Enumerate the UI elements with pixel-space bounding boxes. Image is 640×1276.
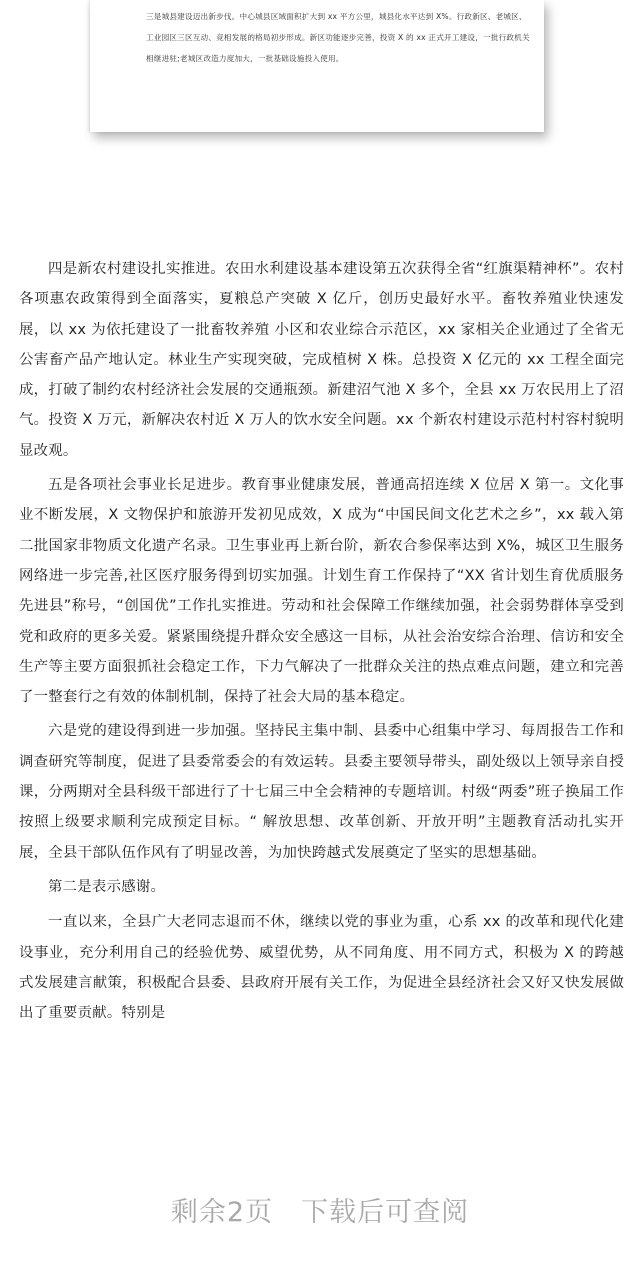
paragraph-veteran-cadres: 一直以来，全县广大老同志退而不休，继续以党的事业为重，心系 xx 的改革和现代化建设事业，充分利用自己的经验优势、威望优势，从不同角度、用不同方式，积极为 X 的跨越式发展建言献策，积极配合县委、县政府开展有关工作，为促进全县经济社会又好又快发展做出了重要贡献。特别是 xyxy=(19,914,624,1022)
remaining-pages-label[interactable]: 剩余2页 xyxy=(170,1197,274,1228)
document-page-preview xyxy=(90,0,544,132)
download-prompt[interactable] xyxy=(0,1190,640,1229)
download-hint-label[interactable]: 下载后可查阅 xyxy=(301,1197,470,1228)
document-body xyxy=(19,254,624,1032)
paragraph-social-undertakings: 五是各项社会事业长足进步。教育事业健康发展，普通高招连续 X 位居 X 第一。文化事业不断发展，X 文物保护和旅游开发初见成效，X 成为“中国民间文化艺术之乡”，xx 载入第二批国家非物质文化遗产名录。卫生事业再上新台阶，新农合参保率达到 X%，城区卫生服务网络进一步完善,社区医疗服务得到切实加强。计划生育工作保持了“XX 省计划生育优质服务先进县”称号，“创国优”工作扎实推进。劳动和社会保障工作继续加强，社会弱势群体享受到党和政府的更多关爱。紧紧围绕提升群众安全感这一目标，从社会治安综合治理、信访和安全生产等主要方面狠抓社会稳定工作，下力气解决了一批群众关注的热点难点问题，建立和完善了一整套行之有效的体制机制，保持了社会大局的基本稳定。 xyxy=(19,477,624,706)
preview-page-text: 三是城县建设迈出新步伐。中心城县区域面积扩大到 xx 平方公里，城县化水平达到 X%。行政新区、老城区、工业园区三区互动、竞相发展的格局初步形成。新区功能逐步完善，投资 X 的 xx 正式开工建设，一批行政机关相继进驻;老城区改造力度加大，一批基础设施投入使用。 xyxy=(146,12,530,63)
paragraph-rural-construction: 四是新农村建设扎实推进。农田水利建设基本建设第五次获得全省“红旗渠精神杯”。农村各项惠农政策得到全面落实，夏粮总产突破 X 亿斤，创历史最好水平。畜牧养殖业快速发展，以 xx 为依托建设了一批畜牧养殖 小区和农业综合示范区，xx 家相关企业通过了全省无公害畜产品产地认定。林业生产实现突破，完成植树 X 株。总投资 X 亿元的 xx 工程全面完成，打破了制约农村经济社会发展的交通瓶颈。新建沼气池 X 多个，全县 xx 万农民用上了沼气。投资 X 万元，新解决农村近 X 万人的饮水安全问题。xx 个新农村建设示范村村容村貌明显改观。 xyxy=(19,261,624,459)
paragraph-party-building: 六是党的建设得到进一步加强。坚持民主集中制、县委中心组集中学习、每周报告工作和调查研究等制度，促进了县委常委会的有效运转。县委主要领导带头，副处级以上领导亲自授课，分两期对全县科级干部进行了十七届三中全会精神的专题培训。村级“两委”班子换届工作按照上级要求顺利完成预定目标。“ 解放思想、改革创新、开放开明”主题教育活动扎实开展，全县干部队伍作风有了明显改善，为加快跨越式发展奠定了坚实的思想基础。 xyxy=(19,723,624,861)
section-heading-thanks: 第二是表示感谢。 xyxy=(48,878,166,895)
